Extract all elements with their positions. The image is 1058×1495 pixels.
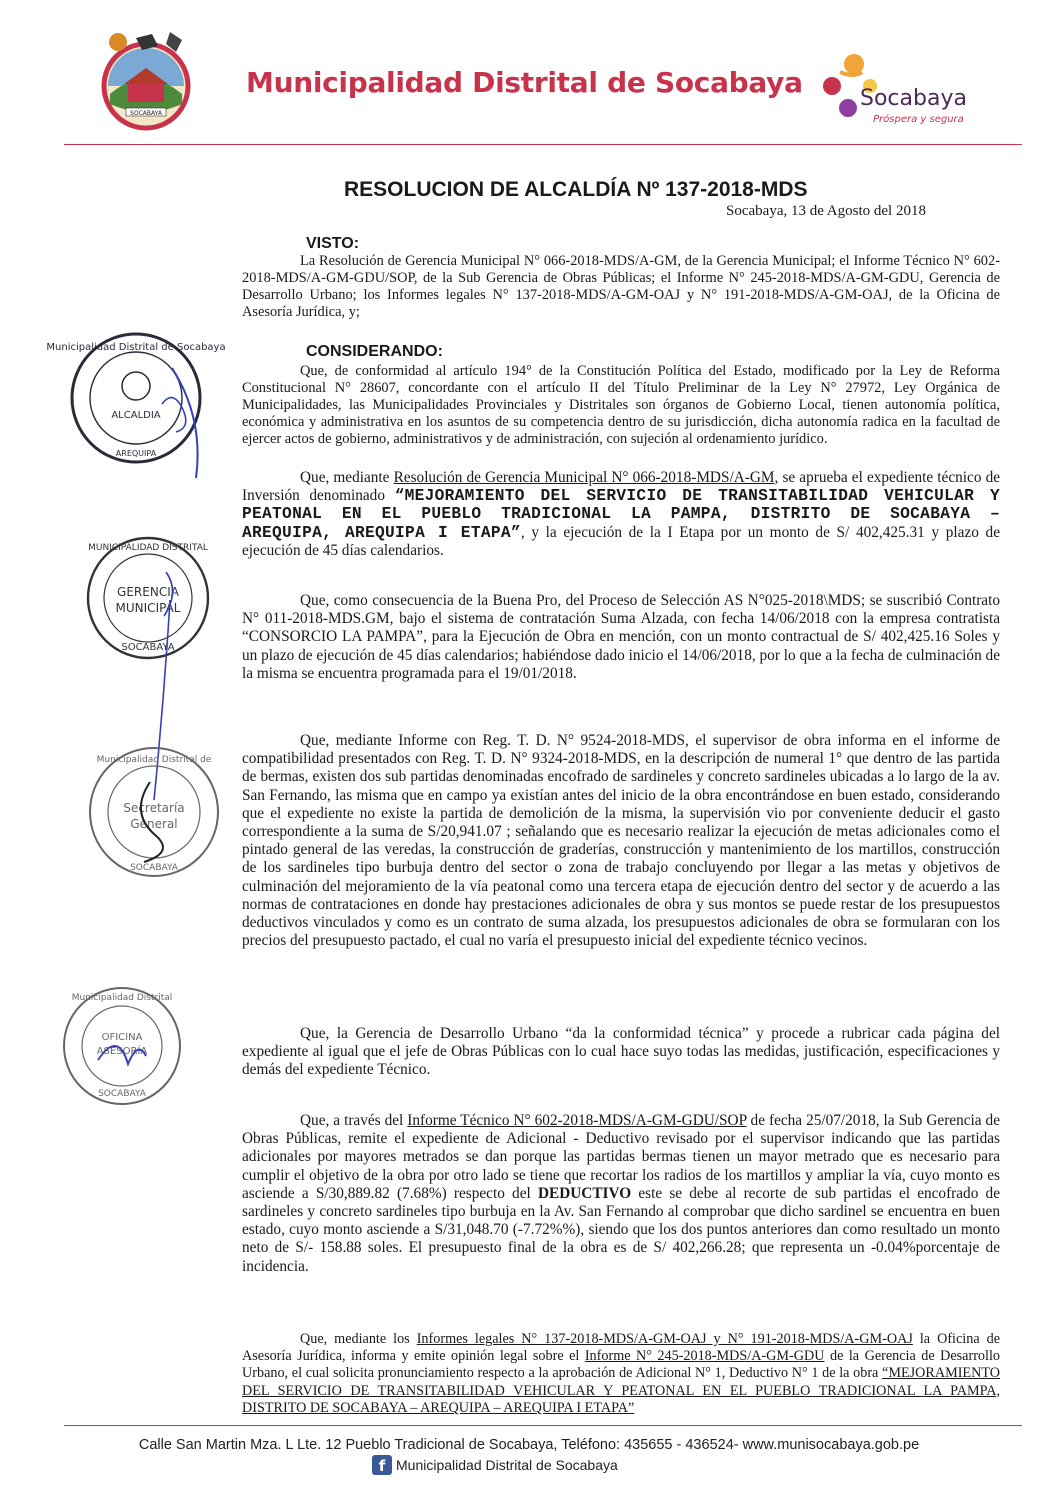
svg-text:f: f — [378, 1457, 386, 1475]
p6-text-b: de fecha 25/07/2018, la Sub Gerencia de Obras Públicas, remite el expediente de Adicional - Deductivo revisado por el supervisor indicando que las partidas adicionales por mayores metrados se dan porque las partidas bermas tienen un mayor metrado que es necesario para cumplir el objetivo de la obra por otro lado se tiene que recortar los radios de los martillos y ampliar la vía, cuyo monto es asciende a S/30,889.82 (7.68%) respecto del — [242, 1112, 1000, 1202]
s3-bot-text: SOCABAYA — [130, 863, 178, 873]
p1-text: Que, de conformidad al artículo 194° de la Constitución Política del Estado, modificado por la Ley de Reforma Constitucional N° 28607, concordante con el artículo II del Título Preliminar de la Ley N° 27972, Ley Orgánica de Municipalidades, las Municipalidades Provinciales y Distritales son órganos de Gobierno Local, tienen autonomía política, económica y administrativa en los asuntos de su competencia dentro de su jurisdicción, dicha autonomía radica en la facultad de ejercer actos de gobierno, administrativos y de administración, con sujeción al ordenamiento jurídico. — [242, 363, 1000, 447]
resolution-title: RESOLUCION DE ALCALDÍA Nº 137-2018-MDS — [344, 178, 808, 201]
asesoria-stamp — [58, 980, 188, 1110]
s4-bot-text: SOCABAYA — [98, 1089, 146, 1099]
p2-resolution-link[interactable]: Resolución de Gerencia Municipal N° 066-2018-MDS/A-GM — [393, 469, 775, 486]
considerando-paragraph-5 — [242, 1025, 1000, 1080]
p6-text-a: Que, a través del — [300, 1112, 404, 1129]
footer-address: Calle San Martin Mza. L Lte. 12 Pueblo Tradicional de Socabaya, Teléfono: 435655 - 436524- www.munisocabaya.gob.pe — [138, 1437, 920, 1453]
p7-text-c: de la Gerencia de Desarrollo Urbano, el cual solicita pronunciamiento respecto a la aprobación de Adicional N° 1, Deductivo N° 1 de la obra — [242, 1348, 1000, 1382]
s2-mid1-text: GERENCIA — [117, 585, 179, 599]
p6-deductivo: DEDUCTIVO — [537, 1184, 632, 1202]
secretaria-stamp — [80, 742, 230, 884]
s1-top-text: Municipalidad Distrital de Socabaya — [46, 342, 226, 353]
s3-mid2-text: General — [130, 817, 178, 831]
visto-text: La Resolución de Gerencia Municipal N° 066-2018-MDS/A-GM, de la Gerencia Municipal; el Informe Técnico N° 602-2018-MDS/A-GM-GDU/SOP, de la Sub Gerencia de Obras Públicas; el Informe N° 245-2018-MDS/A-GM-GDU, Gerencia de Desarrollo Urbano; los Informes legales N° 137-2018-MDS/A-GM-OAJ y N° 191-2018-MDS/A-GM-OAJ, de la Oficina de Asesoría Jurídica, y; — [242, 253, 1000, 320]
s1-mid-text: ALCALDIA — [111, 410, 161, 421]
s4-mid1-text: OFICINA — [101, 1032, 143, 1043]
p5-text: Que, la Gerencia de Desarrollo Urbano “da la conformidad técnica” y procede a rubricar cada página del expediente al igual que el jefe de Obras Públicas con lo cual hace suyo todas las medidas, justificación, especificaciones y demás del expediente Técnico. — [242, 1025, 1000, 1079]
crest-caption: SOCABAYA — [130, 110, 162, 117]
p7-text-a: Que, mediante los — [300, 1331, 410, 1347]
resolution-date: Socabaya, 13 de Agosto del 2018 — [726, 203, 926, 219]
p2-text-a: Que, mediante — [300, 469, 390, 486]
s1-bot-text: AREQUIPA — [115, 449, 157, 458]
p2-text-c: , y la ejecución de la I Etapa por un monto de S/ 402,425.31 y plazo de ejecución de 45 días calendarios. — [242, 523, 1000, 559]
s3-mid1-text: Secretaría — [123, 801, 185, 815]
header-title: Municipalidad Distrital de Socabaya — [246, 66, 803, 99]
p7-informe-link[interactable]: Informe N° 245-2018-MDS/A-GM-GDU — [584, 1348, 825, 1365]
considerando-heading: CONSIDERANDO: — [306, 343, 443, 360]
considerando-paragraph-3 — [242, 592, 1000, 683]
p7-project-link[interactable]: “MEJORAMIENTO DEL SERVICIO DE TRANSITABILIDAD VEHICULAR Y PEATONAL EN EL PUEBLO TRADICIONAL LA PAMPA, DISTRITO DE SOCABAYA – AREQUIPA – AREQUIPA I ETAPA” — [242, 1365, 1000, 1416]
brand-name: Socabaya — [860, 86, 967, 111]
p2-project-name: “MEJORAMIENTO DEL SERVICIO DE TRANSITABILIDAD VEHICULAR Y PEATONAL EN EL PUEBLO TRADICIONAL LA PAMPA, DISTRITO DE SOCABAYA – AREQUIPA, AREQUIPA I ETAPA” — [242, 487, 1000, 542]
p7-informes-link[interactable]: Informes legales N° 137-2018-MDS/A-GM-OAJ y N° 191-2018-MDS/A-GM-OAJ — [416, 1331, 913, 1347]
p6-informe-link[interactable]: Informe Técnico N° 602-2018-MDS/A-GM-GDU/SOP — [407, 1112, 747, 1129]
s2-mid2-text: MUNICIPAL — [115, 601, 181, 615]
header-divider — [64, 144, 1022, 145]
p3-text: Que, como consecuencia de la Buena Pro, del Proceso de Selección AS N°025-2018\MDS; se suscribió Contrato N° 011-2018-MDS.GM, bajo el sistema de contratación Suma Alzada, con fecha 14/06/2018 con la empresa contratista “CONSORCIO LA PAMPA”, para la Ejecución de Obra en mención, con un monto contractual de S/ 402,425.16 Soles y un plazo de ejecución de 45 días calendarios; habiéndose dado inicio el 14/06/2018, por lo que a la fecha de culminación de la misma se encuentra programada para el 19/01/2018. — [242, 592, 1000, 682]
municipal-crest-logo — [96, 24, 196, 136]
facebook-icon — [372, 1455, 392, 1475]
considerando-paragraph-4 — [242, 732, 1000, 950]
considerando-paragraph-7 — [242, 1331, 1000, 1417]
considerando-paragraph-1 — [242, 363, 1000, 448]
visto-heading: VISTO: — [306, 235, 360, 252]
footer-facebook-link[interactable]: Municipalidad Distrital de Socabaya — [396, 1457, 618, 1473]
brand-slogan: Próspera y segura — [873, 114, 964, 125]
considerando-paragraph-6 — [242, 1112, 1000, 1276]
s4-mid2-text: ASESORÍA — [96, 1046, 148, 1057]
s3-top-text: Municipalidad Distrital de — [96, 755, 212, 765]
p7-text-b: la Oficina de Asesoría Jurídica, informa y emite opinión legal sobre el — [242, 1331, 1000, 1365]
s2-top-text: MUNICIPALIDAD DISTRITAL — [88, 543, 208, 553]
considerando-paragraph-2 — [242, 469, 1000, 560]
footer-divider — [64, 1425, 1022, 1426]
alcaldia-stamp — [46, 328, 226, 474]
p4-text: Que, mediante Informe con Reg. T. D. N° 9524-2018-MDS, el supervisor de obra informa en el informe de compatibilidad presentados con Reg. T. D. N° 9324-2018-MDS, en la descripción de numeral 1° que dentro de las partida de bermas, existen dos sub partidas denominadas encofrado de sardineles y concreto sardineles ubicadas a lo largo de la av. San Fernando, las misma que en campo ya existían antes del inicio de la obra encontrándose en buen estado, considerando que el expediente no existe la partida de demolición de la misma, la supervisión vio por conveniente deducir el gasto correspondiente a la suma de S/20,941.07 ; señalando que es necesario realizar la ejecución de metas adicionales como el pintado general de las veredas, la construcción de graderías, construcción y mantenimiento de los martillos, construcción de los sardineles tipo burbuja dentro del sector o zona de trabajo concluyendo por llegar a las metas y objetivos de culminación del mejoramiento de la vía peatonal como una tercera etapa de ejecución dentro del sector y de acuerdo a las normas de contrataciones en donde hay prestaciones adicionales de obra y sus montos se puede restar de los presupuestos deductivos vinculados y como es un contrato de suma alzada, los presupuestos adicionales de obra se formularan con los precios del presupuesto pactado, el cual no varía el presupuesto inicial del expediente técnico vecinos. — [242, 732, 1000, 950]
visto-paragraph — [242, 253, 1000, 321]
s2-bot-text: SOCABAYA — [121, 642, 175, 653]
p2-text-b: , se aprueba el expediente técnico de Inversión denominado — [242, 469, 1001, 505]
p6-text-c: este se debe al recorte de sub partidas el encofrado de sardineles y concreto sardineles tipo burbuja en la Av. San Fernando al comprobar que dicho sardinel se encuentra en buen estado, cuyo monto asciende a S/31,048.70 (-7.72%%), siendo que los dos puntos anteriores dan como resultado un monto neto de S/- 158.88 soles. El presupuesto final de la obra es de S/ 402,266.28; que representa un -0.04%porcentaje de incidencia. — [242, 1184, 1000, 1275]
s4-top-text: Municipalidad Distrital — [71, 993, 173, 1003]
